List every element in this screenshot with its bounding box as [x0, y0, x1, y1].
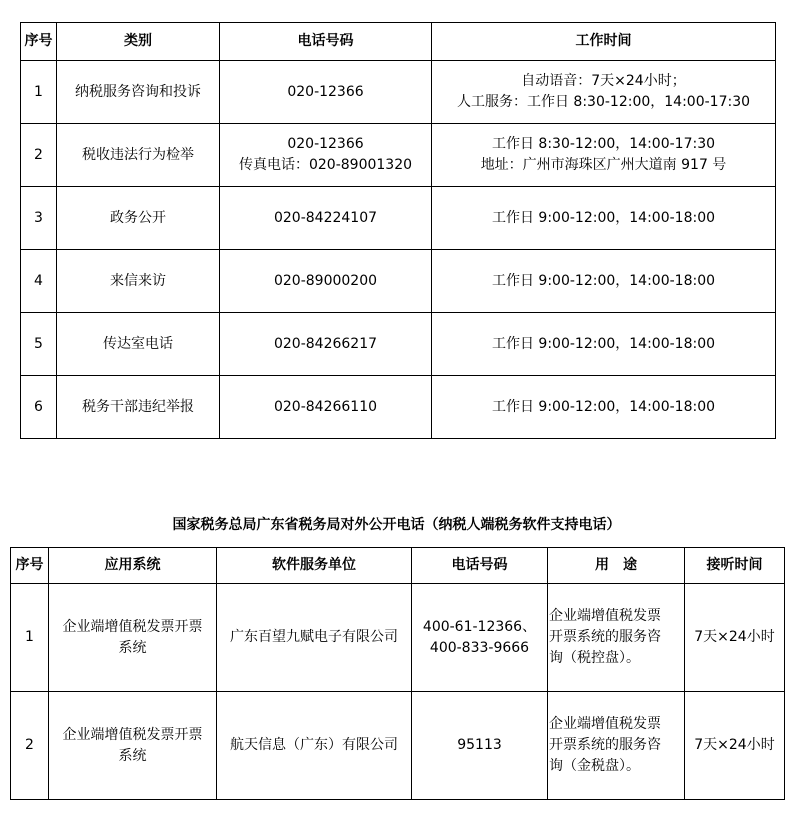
system-line: 系统: [118, 639, 147, 656]
table-row: [21, 313, 776, 376]
cell-no: 4: [21, 250, 57, 313]
address-line: 地址：广州市海珠区广州大道南 917 号: [480, 157, 727, 173]
cell-phone: 020-84266110: [220, 376, 432, 439]
cell-hours: [432, 124, 776, 187]
purpose-line: 询（金税盘）。: [549, 758, 640, 774]
purpose-line: 企业端增值税发票: [549, 716, 661, 732]
header-hours: 工作时间: [432, 23, 776, 61]
header-purpose: 用 途: [548, 548, 685, 584]
cell-no: 2: [11, 692, 49, 800]
cell-phone: 020-84224107: [220, 187, 432, 250]
purpose-line: 企业端增值税发票: [549, 608, 661, 624]
header-phone: 电话号码: [412, 548, 548, 584]
cell-category: 政务公开: [57, 187, 220, 250]
table-row: [21, 187, 776, 250]
cell-no: 3: [21, 187, 57, 250]
purpose-line: 询（税控盘）。: [549, 650, 640, 666]
fax-line: 传真电话：020-89001320: [238, 157, 413, 173]
table-row: [21, 124, 776, 187]
cell-category: 纳税服务咨询和投诉: [57, 61, 220, 124]
software-support-table-title: 国家税务总局广东省税务局对外公开电话（纳税人端税务软件支持电话）: [172, 517, 621, 533]
table-row: [11, 584, 785, 692]
cell-hours: 工作日 9:00-12:00，14:00-18:00: [432, 250, 776, 313]
table-row: [21, 376, 776, 439]
purpose-line: 开票系统的服务咨: [549, 737, 661, 753]
table-row: [11, 692, 785, 800]
cell-time: 7天×24小时: [685, 692, 785, 800]
header-provider: 软件服务单位: [217, 548, 412, 584]
purpose-line: 开票系统的服务咨: [549, 629, 661, 645]
table-row: [21, 61, 776, 124]
table-header-row: [21, 23, 776, 61]
cell-phone: [220, 124, 432, 187]
table-header-row: [11, 548, 785, 584]
phone-line: 400-833-9666: [429, 639, 530, 656]
cell-phone: 020-89000200: [220, 250, 432, 313]
cell-provider: 航天信息（广东）有限公司: [217, 692, 412, 800]
cell-category: 来信来访: [57, 250, 220, 313]
system-line: 系统: [118, 747, 147, 764]
cell-purpose: [548, 692, 685, 800]
cell-hours: 工作日 9:00-12:00，14:00-18:00: [432, 376, 776, 439]
header-time: 接听时间: [685, 548, 785, 584]
header-no: 序号: [11, 548, 49, 584]
table-row: [21, 250, 776, 313]
cell-system: [49, 584, 217, 692]
hours-line: 人工服务：工作日 8:30-12:00，14:00-17:30: [456, 94, 751, 110]
cell-category: 传达室电话: [57, 313, 220, 376]
header-no: 序号: [21, 23, 57, 61]
phone-line: 020-12366: [287, 136, 364, 152]
cell-no: 6: [21, 376, 57, 439]
header-phone: 电话号码: [220, 23, 432, 61]
phone-line: 400-61-12366、: [422, 618, 537, 635]
header-system: 应用系统: [49, 548, 217, 584]
hours-line: 自动语音：7天×24小时；: [521, 73, 686, 89]
cell-no: 5: [21, 313, 57, 376]
header-category: 类别: [57, 23, 220, 61]
phone-line: 020-12366: [287, 83, 364, 100]
cell-phone: [220, 61, 432, 124]
cell-hours: 工作日 9:00-12:00，14:00-18:00: [432, 313, 776, 376]
system-line: 企业端增值税发票开票: [62, 618, 203, 635]
cell-phone: 95113: [412, 692, 548, 800]
cell-phone: 020-84266217: [220, 313, 432, 376]
cell-phone: [412, 584, 548, 692]
hours-line: 工作日 8:30-12:00，14:00-17:30: [491, 136, 716, 152]
cell-category: 税收违法行为检举: [57, 124, 220, 187]
cell-hours: [432, 61, 776, 124]
cell-no: 1: [21, 61, 57, 124]
cell-system: [49, 692, 217, 800]
cell-no: 2: [21, 124, 57, 187]
cell-time: 7天×24小时: [685, 584, 785, 692]
software-support-table: [10, 547, 785, 800]
cell-no: 1: [11, 584, 49, 692]
tax-phone-table: [20, 22, 776, 439]
cell-provider: 广东百望九赋电子有限公司: [217, 584, 412, 692]
cell-hours: 工作日 9:00-12:00，14:00-18:00: [432, 187, 776, 250]
system-line: 企业端增值税发票开票: [62, 726, 203, 743]
cell-purpose: [548, 584, 685, 692]
cell-category: 税务干部违纪举报: [57, 376, 220, 439]
